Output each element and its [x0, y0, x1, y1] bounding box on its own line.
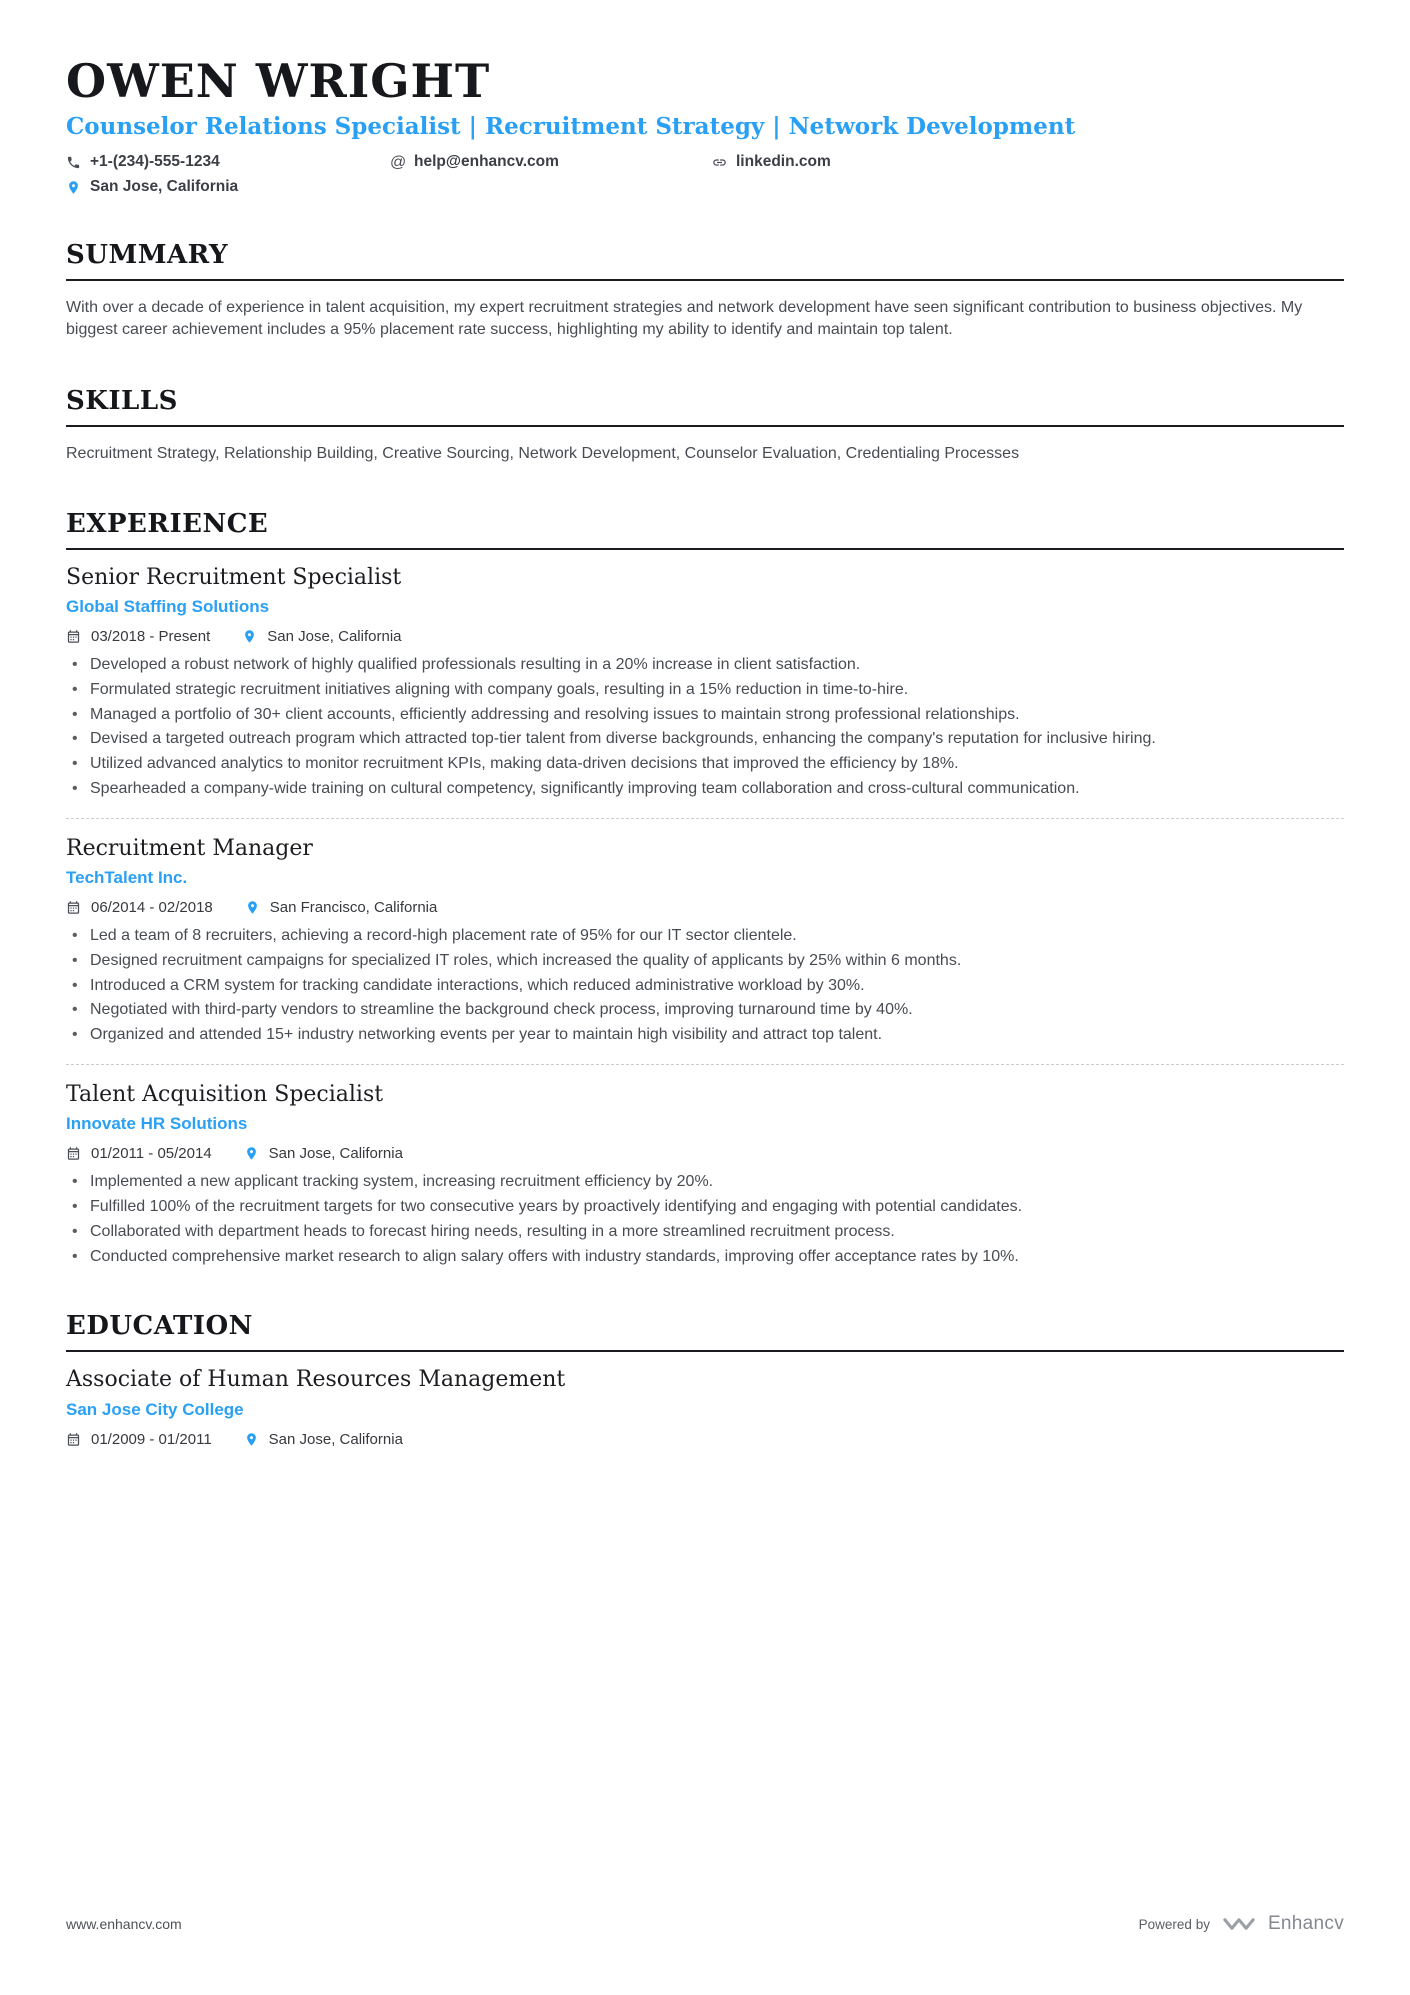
company-name: Global Staffing Solutions [66, 597, 270, 617]
location-icon [245, 900, 260, 915]
experience-heading: EXPERIENCE [66, 509, 1344, 550]
bullet-item: • Devised a targeted outreach program which attracted top-tier talent from diverse backgrounds, enhancing the company's reputation for inclusive hiring. [66, 728, 1344, 750]
bullet-item: • Managed a portfolio of 30+ client accounts, efficiently addressing and resolving issues to maintain strong professional relationships. [66, 704, 1344, 726]
powered-by-block[interactable] [1139, 1913, 1344, 1935]
contact-info [66, 153, 1344, 196]
calendar-icon [66, 629, 81, 644]
candidate-headline: Counselor Relations Specialist | Recruitment Strategy | Network Development [66, 112, 1076, 140]
bullet-item: • Collaborated with department heads to forecast hiring needs, resulting in a more streamlined recruitment process. [66, 1221, 1344, 1243]
bullet-item: • Negotiated with third-party vendors to streamline the background check process, improving turnaround time by 40%. [66, 999, 1344, 1021]
job-bullets [66, 1171, 1344, 1267]
section-experience [66, 509, 1344, 1268]
section-summary [66, 240, 1344, 341]
enhancv-brand-name: Enhancv [1267, 1913, 1344, 1934]
entry-divider [66, 1064, 1344, 1065]
bullet-item: • Implemented a new applicant tracking system, increasing recruitment efficiency by 20%. [66, 1171, 1344, 1193]
education-meta [66, 1431, 1344, 1448]
bullet-item: • Spearheaded a company-wide training on cultural competency, significantly improving team collaboration and cross-cultural communication. [66, 778, 1344, 800]
location-icon [242, 629, 257, 644]
degree-title: Associate of Human Resources Management [66, 1367, 566, 1393]
summary-text: With over a decade of experience in talent acquisition, my expert recruitment strategies and network development have seen significant contribution to business objectives. My biggest career achievement includes a 95% placement rate success, highlighting my ability to identify and maintain top talent. [66, 299, 1303, 339]
calendar-icon [66, 1146, 81, 1161]
job-location: San Jose, California [267, 628, 402, 646]
bullet-item: • Designed recruitment campaigns for specialized IT roles, which increased the quality of applicants by 25% within 6 months. [66, 950, 1344, 972]
bullet-item: • Formulated strategic recruitment initiatives aligning with company goals, resulting in a 15% reduction in time-to-hire. [66, 679, 1344, 701]
bullet-item: • Led a team of 8 recruiters, achieving a record-high placement rate of 95% for our IT sector clientele. [66, 925, 1344, 947]
link-contact[interactable] [712, 153, 1344, 171]
education-heading: EDUCATION [66, 1311, 1344, 1352]
website-link[interactable]: www.enhancv.com [66, 1916, 182, 1932]
location-icon [66, 180, 81, 195]
bullet-item: • Conducted comprehensive market research to align salary offers with industry standards, improving offer acceptance rates by 10%. [66, 1246, 1344, 1268]
experience-entry [66, 1067, 1344, 1268]
job-bullets [66, 654, 1344, 800]
company-name: TechTalent Inc. [66, 868, 188, 888]
link-icon [712, 155, 727, 170]
candidate-name: OWEN WRIGHT [66, 54, 491, 108]
school-name: San Jose City College [66, 1399, 244, 1419]
bullet-item: • Fulfilled 100% of the recruitment targets for two consecutive years by proactively identifying and engaging with potential candidates. [66, 1196, 1344, 1218]
email-contact[interactable] [390, 153, 712, 171]
location-icon [244, 1146, 259, 1161]
job-meta [66, 899, 1344, 916]
job-dates: 01/2011 - 05/2014 [91, 1145, 212, 1163]
education-entry [66, 1352, 1344, 1448]
phone-icon [66, 155, 81, 170]
job-location: San Jose, California [268, 1145, 403, 1163]
email-address: help@enhancv.com [414, 153, 559, 171]
job-title: Senior Recruitment Specialist [66, 564, 402, 590]
job-location: San Francisco, California [269, 899, 438, 917]
job-dates: 03/2018 - Present [91, 628, 211, 646]
phone-number: +1-(234)-555-1234 [90, 153, 220, 171]
job-meta [66, 628, 1344, 645]
skills-heading: SKILLS [66, 386, 1344, 427]
powered-by-label: Powered by [1138, 1916, 1210, 1932]
job-meta [66, 1145, 1344, 1162]
entry-divider [66, 818, 1344, 819]
at-icon: @ [390, 153, 407, 171]
education-location: San Jose, California [268, 1430, 403, 1448]
job-title: Recruitment Manager [66, 835, 313, 861]
education-dates: 01/2009 - 01/2011 [91, 1430, 212, 1448]
skills-text: Recruitment Strategy, Relationship Building, Creative Sourcing, Network Development, Counselor Evaluation, Credentialing Processes [66, 444, 1020, 462]
location-icon [244, 1432, 259, 1447]
bullet-item: • Organized and attended 15+ industry networking events per year to maintain high visibility and attract top talent. [66, 1024, 1344, 1046]
experience-entry [66, 550, 1344, 819]
location-text: San Jose, California [90, 178, 239, 196]
resume-header [66, 56, 1344, 196]
section-skills [66, 386, 1344, 465]
calendar-icon [66, 900, 81, 915]
section-education [66, 1311, 1344, 1448]
job-title: Talent Acquisition Specialist [66, 1081, 384, 1107]
job-bullets [66, 925, 1344, 1046]
bullet-item: • Utilized advanced analytics to monitor recruitment KPIs, making data-driven decisions that improved the efficiency by 18%. [66, 753, 1344, 775]
experience-entry [66, 821, 1344, 1065]
summary-heading: SUMMARY [66, 240, 1344, 281]
page-footer [66, 1913, 1344, 1935]
job-dates: 06/2014 - 02/2018 [91, 899, 213, 917]
link-url: linkedin.com [736, 153, 831, 171]
phone-contact[interactable] [66, 153, 390, 171]
location-contact [66, 178, 1344, 196]
calendar-icon [66, 1432, 81, 1447]
enhancv-logo-icon [1222, 1915, 1256, 1933]
bullet-item: • Introduced a CRM system for tracking candidate interactions, which reduced administrative workload by 30%. [66, 975, 1344, 997]
bullet-item: • Developed a robust network of highly qualified professionals resulting in a 20% increase in client satisfaction. [66, 654, 1344, 676]
company-name: Innovate HR Solutions [66, 1114, 248, 1134]
